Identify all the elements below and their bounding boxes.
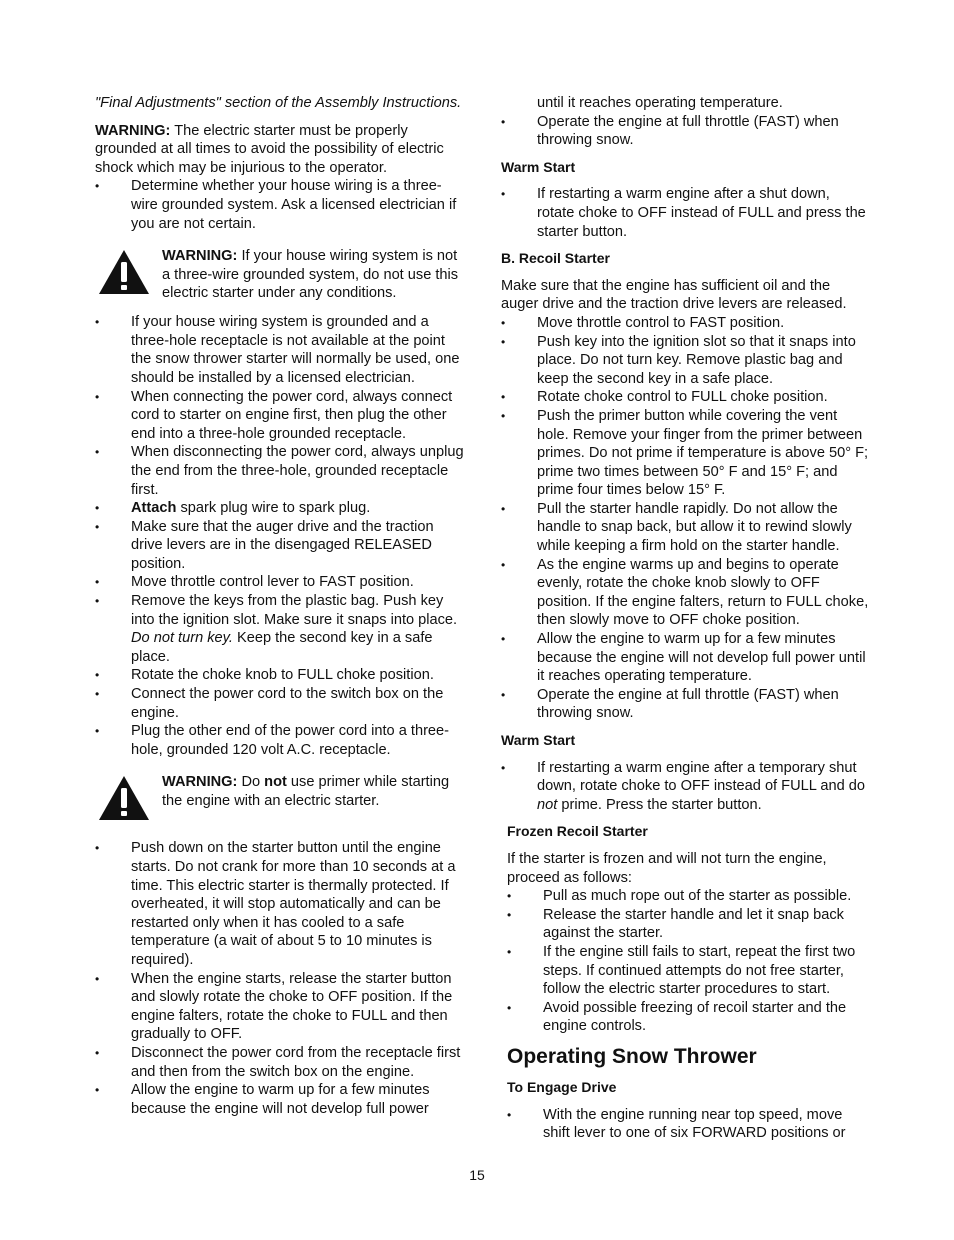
list-item: • Determine whether your house wiring is a three-wire grounded system. Ask a licensed electrician if you are not certain. <box>95 177 467 233</box>
list-item: • Rotate choke control to FULL choke position. <box>501 388 871 407</box>
continued-line: until it reaches operating temperature. <box>537 95 783 111</box>
list-item-attach <box>95 499 467 518</box>
list-item: • Plug the other end of the power cord into a three-hole, grounded 120 volt A.C. receptacle. <box>95 722 467 759</box>
engage-list <box>501 1106 871 1143</box>
warning-triangle-icon <box>98 249 150 295</box>
warning-wiring-block <box>95 247 467 303</box>
list-item: • When connecting the power cord, always connect cord to starter on engine first, then plug the other end into a three-hole grounded receptacle. <box>95 388 467 444</box>
warning-text: If your house wiring system is not a three-wire grounded system, do not use this electric starter under any conditions. <box>162 248 459 302</box>
attach-text: spark plug wire to spark plug. <box>176 500 371 517</box>
list-item: • If your house wiring system is grounded and a three-hole receptacle is not available at the point the snow thrower starter will normally be used, one should be installed by a licensed electrician. <box>95 313 467 387</box>
warning-text: Do <box>237 774 265 791</box>
warning-text: The electric starter must be properly grounded at all times to avoid the possibility of electric shock which may be injurious to the operator. <box>95 122 444 176</box>
list-item: • Avoid possible freezing of recoil starter and the engine controls. <box>507 999 871 1036</box>
warm-start-heading-2: Warm Start <box>501 732 576 748</box>
starter-steps-list <box>95 839 467 1118</box>
list-item: • When the engine starts, release the starter button and slowly rotate the choke to OFF position. If the engine falters, rotate the choke to FULL and then gradually to OFF. <box>95 970 467 1044</box>
warm-start-text: If restarting a warm engine after a temporary shut down, rotate choke to OFF instead of FULL and do <box>537 759 866 795</box>
list-item: • Push key into the ignition slot so that it snaps into place. Do not turn key. Remove plastic bag and keep the second key in a safe place. <box>501 333 871 389</box>
keys-text: Remove the keys from the plastic bag. Push key into the ignition slot. Make sure it snaps into place. <box>131 593 458 628</box>
warm-start-list-2 <box>501 759 871 815</box>
list-item: • Pull the starter handle rapidly. Do not allow the handle to snap back, but allow it to rewind slowly while keeping a firm hold on the starter handle. <box>501 500 871 556</box>
list-item: • Release the starter handle and let it snap back against the starter. <box>507 906 871 943</box>
warm-start-list <box>501 185 871 241</box>
warning-label: WARNING: <box>95 122 171 139</box>
frozen-recoil-heading: Frozen Recoil Starter <box>507 823 648 840</box>
list-item: • Operate the engine at full throttle (FAST) when throwing snow. <box>501 686 871 723</box>
warning-triangle-icon <box>98 775 150 821</box>
list-item: • As the engine warms up and begins to operate evenly, rotate the choke knob slowly to OFF position. If the engine falters, return to FULL choke, then slowly move to OFF choke position. <box>501 556 871 630</box>
list-item: • Allow the engine to warm up for a few minutes because the engine will not develop full power <box>95 1081 467 1118</box>
operating-snow-thrower-heading: Operating Snow Thrower <box>507 1044 757 1068</box>
recoil-list <box>501 314 871 723</box>
list-item: • Move throttle control lever to FAST position. <box>95 573 467 592</box>
list-item: • Disconnect the power cord from the receptacle first and then from the switch box on the engine. <box>95 1044 467 1081</box>
list-item: • Operate the engine at full throttle (FAST) when throwing snow. <box>501 113 871 150</box>
list-item: • With the engine running near top speed, move shift lever to one of six FORWARD positions or <box>507 1106 871 1143</box>
keys-italic: Do not turn key. <box>131 630 233 647</box>
attach-label: Attach <box>131 500 177 517</box>
list-item: • Pull as much rope out of the starter as possible. <box>507 887 871 906</box>
list-item: • When disconnecting the power cord, always unplug the end from the three-hole, grounded receptacle first. <box>95 443 467 499</box>
warm-start-text-end: prime. Press the starter button. <box>557 796 762 813</box>
warning-electric-starter <box>95 122 467 178</box>
intro-text: "Final Adjustments" section of the Assembly Instructions. <box>95 95 462 111</box>
frozen-list <box>501 887 871 1036</box>
list-item: • Push the primer button while covering the vent hole. Remove your finger from the primer between primes. Do not prime if temperature is above 50° F; prime two times between 50° F and 15° F; and prime four times below 15° F. <box>501 407 871 500</box>
wiring-list <box>95 177 467 233</box>
warm-start-italic: not <box>537 796 558 813</box>
list-item-keys <box>95 592 467 666</box>
warning-primer-block <box>95 773 467 829</box>
recoil-starter-heading: B. Recoil Starter <box>501 250 610 267</box>
list-item: • If the engine still fails to start, repeat the first two steps. If continued attempts do not free starter, follow the electric starter procedures to start. <box>507 943 871 999</box>
left-column <box>95 94 467 1118</box>
warm-start-heading: Warm Start <box>501 158 576 175</box>
frozen-intro: If the starter is frozen and will not turn the engine, proceed as follows: <box>507 850 827 886</box>
list-item: • Connect the power cord to the switch box on the engine. <box>95 685 467 722</box>
list-item: • Move throttle control to FAST position. <box>501 314 871 333</box>
warning-label: WARNING: <box>162 248 238 265</box>
recoil-intro: Make sure that the engine has sufficient oil and the auger drive and the traction drive levers are released. <box>501 277 847 313</box>
list-item <box>501 759 871 815</box>
warning-not: not <box>264 774 287 791</box>
warning-text-end: use primer while starting the engine with an electric starter. <box>162 774 450 809</box>
page-number: 15 <box>469 1167 485 1183</box>
list-item: • Push down on the starter button until the engine starts. Do not crank for more than 10 seconds at a time. This electric starter is thermally protected. If overheated, it will stop automatically and can be restarted only when it has cooled to a safe temperature (a wait of about 5 to 10 minutes is required). <box>95 839 467 969</box>
list-item: • If restarting a warm engine after a shut down, rotate choke to OFF instead of FULL and press the starter button. <box>501 185 871 241</box>
list-item: • Allow the engine to warm up for a few minutes because the engine will not develop full power until it reaches operating temperature. <box>501 630 871 686</box>
right-column <box>501 94 871 1143</box>
electric-start-list <box>95 313 467 759</box>
warning-label: WARNING: <box>162 774 238 791</box>
engage-drive-heading: To Engage Drive <box>507 1078 617 1095</box>
keys-text-end: Keep the second key in a safe place. <box>131 630 433 665</box>
warning-wiring-text <box>162 247 467 303</box>
list-item: • Make sure that the auger drive and the traction drive levers are in the disengaged RELEASED position. <box>95 518 467 574</box>
list-item: • Rotate the choke knob to FULL choke position. <box>95 666 467 685</box>
warning-primer-text <box>162 773 467 810</box>
operate-list <box>501 113 871 150</box>
